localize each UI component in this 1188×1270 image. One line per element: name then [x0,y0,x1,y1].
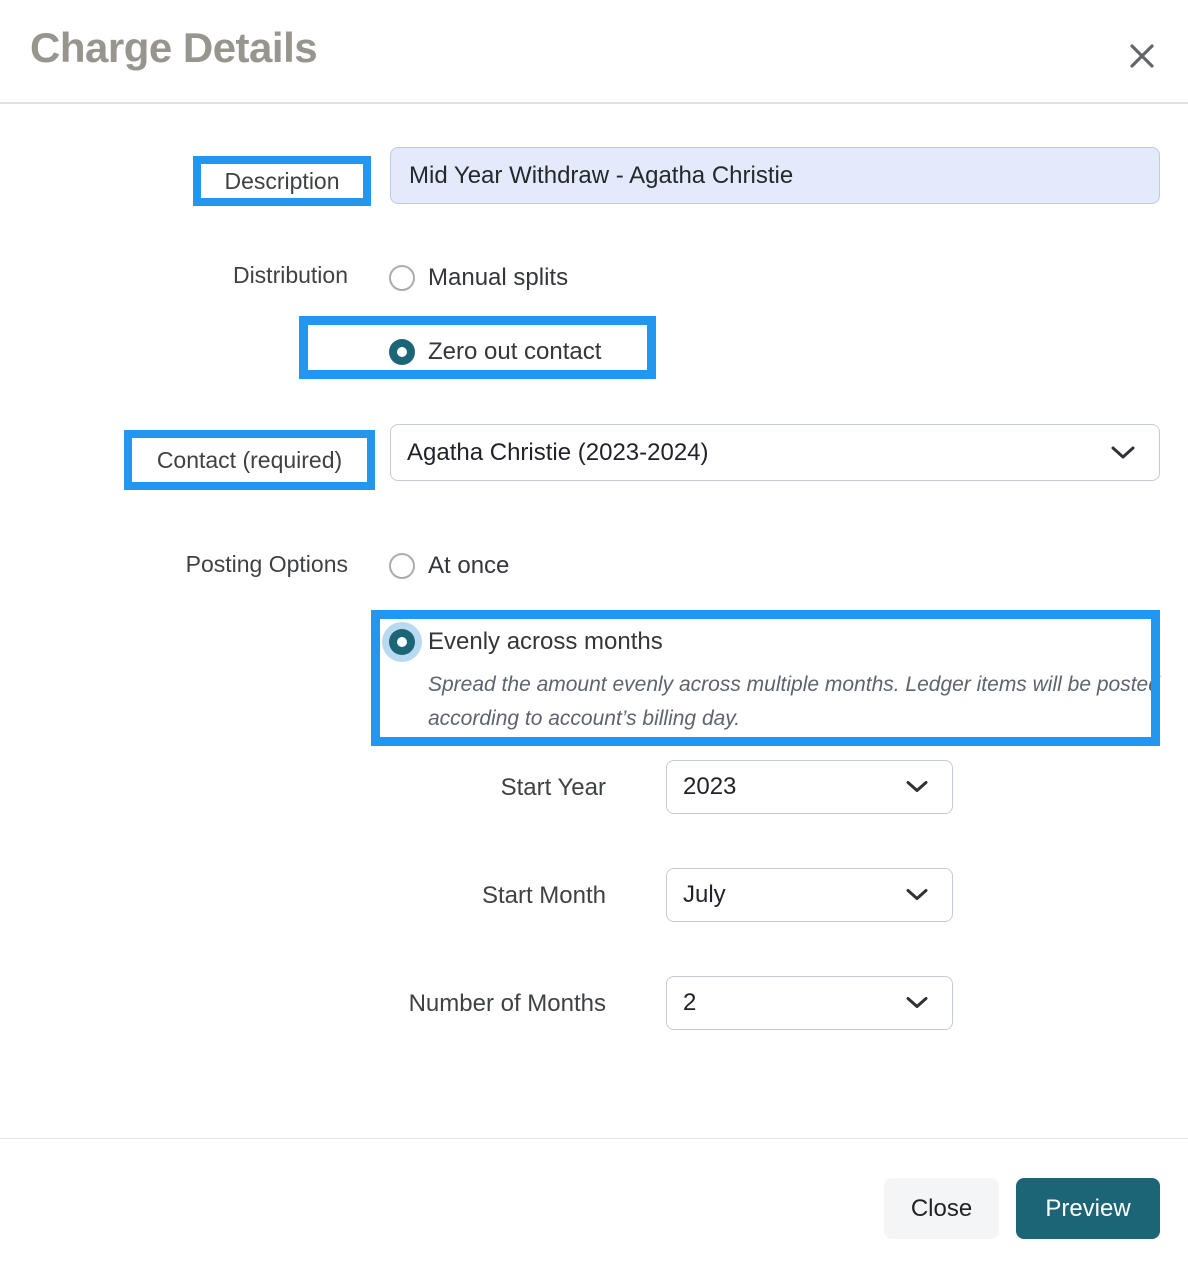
modal-title: Charge Details [30,24,318,71]
manual-splits-radio[interactable] [389,265,415,291]
contact-select-value: Agatha Christie (2023-2024) [407,438,709,466]
description-input[interactable] [390,147,1160,204]
at-once-label[interactable]: At once [428,552,510,579]
chevron-down-icon [906,781,928,794]
radio-option-at-once[interactable] [389,552,509,580]
distribution-label: Distribution [232,262,348,288]
number-of-months-select[interactable] [666,976,953,1030]
modal-header [0,0,1188,104]
radio-option-evenly-across-months[interactable] [389,628,663,656]
posting-options-label: Posting Options [185,551,348,577]
at-once-radio[interactable] [389,553,415,579]
close-button[interactable]: Close [884,1178,999,1239]
zero-out-contact-radio[interactable] [389,339,415,365]
start-month-label: Start Month [481,882,606,909]
number-of-months-label: Number of Months [408,990,606,1017]
chevron-down-icon [1111,446,1135,460]
description-label: Description [224,167,340,194]
evenly-across-months-label[interactable]: Evenly across months [428,628,663,655]
contact-label-highlight [124,430,375,490]
modal-close-button[interactable] [1122,36,1162,76]
radio-option-manual-splits[interactable] [389,264,568,292]
start-year-value: 2023 [683,773,737,800]
manual-splits-label[interactable]: Manual splits [428,264,569,291]
start-month-value: July [683,881,726,908]
contact-select[interactable] [390,424,1160,481]
preview-button[interactable]: Preview [1016,1178,1160,1239]
number-of-months-value: 2 [683,989,697,1016]
contact-label: Contact (required) [156,446,343,473]
radio-dot [397,347,407,357]
start-year-label: Start Year [500,774,606,801]
evenly-across-months-radio[interactable] [389,629,415,655]
footer-divider [0,1138,1188,1139]
evenly-description: Spread the amount evenly across multiple months. Ledger items will be posted according to account’s billing day. [428,673,1160,730]
start-year-select[interactable] [666,760,953,814]
radio-option-zero-out-contact[interactable] [389,338,601,366]
description-label-highlight [193,156,371,206]
chevron-down-icon [906,889,928,902]
start-month-select[interactable] [666,868,953,922]
zero-out-contact-label[interactable]: Zero out contact [428,338,602,365]
x-icon [1126,40,1158,72]
radio-dot [397,637,407,647]
chevron-down-icon [906,997,928,1010]
